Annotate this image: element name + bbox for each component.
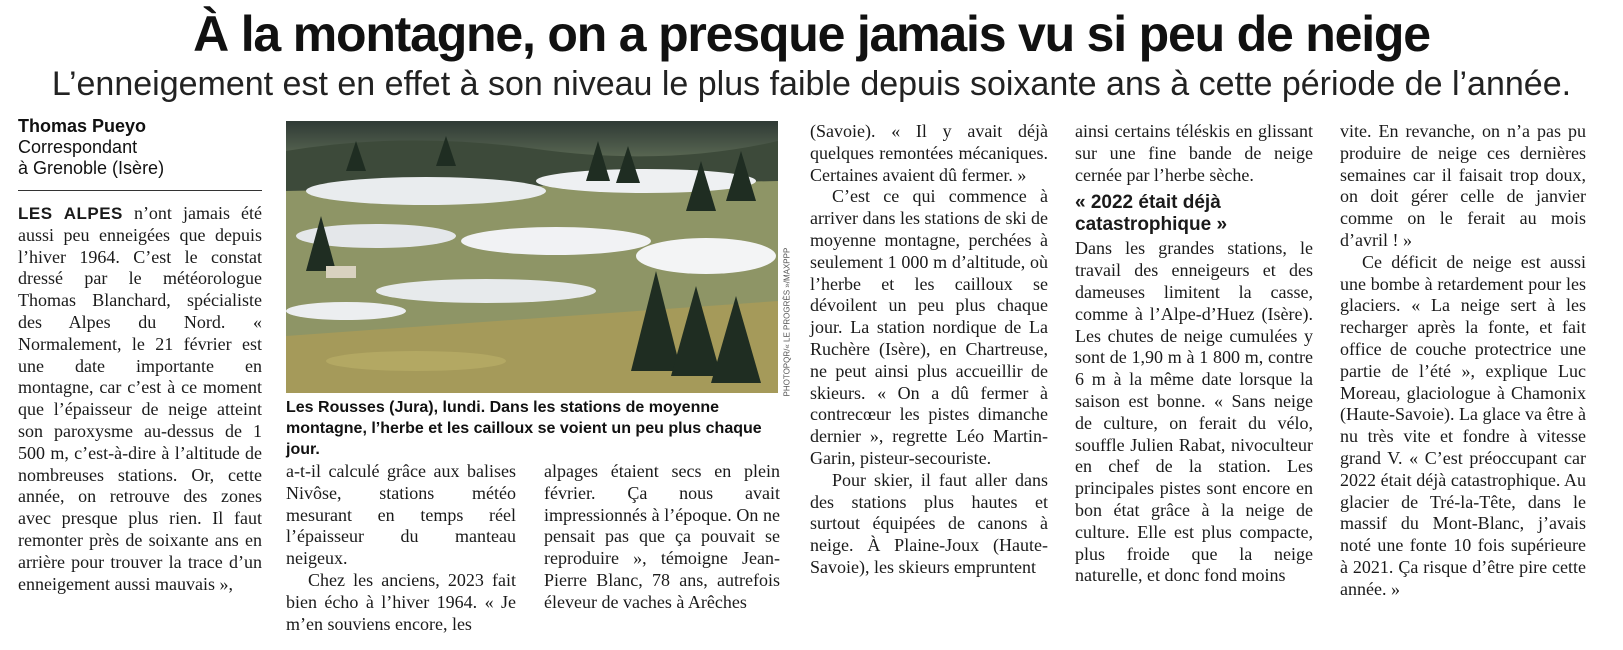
paragraph: Dans les grandes stations, le travail des enneigeurs et des dameuses limitent la casse, comme à l’Alpe-d’Huez (Isère). Les chutes de neige cumulées y sont de 1,90 m à 1 800 m, contre 6 m à la même date lorsque la saison est bonne. « Sans neige de culture, on ferait du vélo, souffle Julien Rabat, nivoculteur en chef de la station. Les principales pistes sont encore en bon état grâce à la neige de culture. Elle est plus compacte, plus froide que la neige naturelle, et donc fond moins <box>1075 238 1313 586</box>
column-3 <box>544 461 780 614</box>
column-2 <box>286 461 516 635</box>
paragraph: n’ont jamais été aussi peu enneigées que depuis l’hiver 1964. C’est le constat dressé par le météorologue Thomas Blanchard, spécialiste des Alpes du Nord. « Normalement, le 21 février est une date importante en montagne, car c’est à ce moment que l’épaisseur de neige atteint son paroxysme au-dessus de 1 500 m, c’est-à-dire à l’altitude de nombreuses stations. Or, cette année, on retrouve des zones avec presque plus rien. Il faut remonter près de soixante ans en arrière pour trouver la trace d’un enneigement aussi mauvais », <box>18 203 262 594</box>
paragraph: a-t-il calculé grâce aux balises Nivôse, stations météo mesurant en temps réel l’épaisseur du manteau neigeux. <box>286 461 516 569</box>
column-5 <box>1075 121 1313 587</box>
headline: À la montagne, on a presque jamais vu si peu de neige <box>193 6 1430 62</box>
column-4 <box>810 121 1048 579</box>
lead-in: LES ALPES <box>18 204 123 223</box>
intertitle: « 2022 était déjà catastrophique » <box>1075 192 1228 236</box>
paragraph: C’est ce qui commence à arriver dans les stations de ski de moyenne montagne, perchées à seulement 1 000 m d’altitude, où l’herbe et les cailloux se dévoilent un peu plus chaque jour. La station nordique de La Ruchère (Isère), en Chartreuse, ne peut ainsi plus accueillir de skieurs. « On a dû fermer à contrecœur les pistes dimanche dernier », regrette Léo Martin-Garin, pisteur-secouriste. <box>810 186 1048 468</box>
byline <box>18 116 262 179</box>
subheadline: L’enneigement est en effet à son niveau le plus faible depuis soixante ans à cette période de l’année. <box>51 65 1572 103</box>
column-6 <box>1340 121 1586 601</box>
paragraph: Pour skier, il faut aller dans des stations plus hautes et surtout équipées de canons à neige. À Plaine-Joux (Haute-Savoie), les skieurs empruntent <box>810 469 1048 577</box>
paragraph: alpages étaient secs en plein février. Ça nous avait impressionnés à l’époque. On ne pensait pas que ça pouvait se reproduire », témoigne Jean-Pierre Blanc, 78 ans, autrefois éleveur de vaches à Arêches <box>544 461 780 612</box>
author-role: Correspondant <box>18 137 138 157</box>
author-name: Thomas Pueyo <box>18 116 147 136</box>
article-photo <box>286 121 778 393</box>
paragraph: Ce déficit de neige est aussi une bombe à retardement pour les glaciers. « La neige sert à les recharger après la fonte, et fait office de couche protectrice une partie de l’été », explique Luc Moreau, glaciologue à Chamonix (Haute-Savoie). La glace va être à nu très vite et fondre à vitesse grand V. « C’est préoccupant car 2022 était déjà catastrophique. Au glacier de Tré-la-Tête, dans le massif du Mont-Blanc, j’avais noté une fonte 10 fois supérieure à 2021. Ça risque d’être pire cette année. » <box>1340 251 1586 599</box>
author-location: à Grenoble (Isère) <box>18 158 165 178</box>
paragraph: ainsi certains téléskis en glissant sur une fine bande de neige cernée par l’herbe sèche. <box>1075 121 1313 185</box>
byline-divider <box>18 190 262 191</box>
landscape-image <box>286 121 778 393</box>
paragraph: Chez les anciens, 2023 fait bien écho à l’hiver 1964. « Je m’en souviens encore, les <box>286 569 516 634</box>
column-1 <box>18 203 262 595</box>
photo-caption: Les Rousses (Jura), lundi. Dans les stations de moyenne montagne, l’herbe et les cailloux se voient un peu plus chaque jour. <box>286 399 762 458</box>
paragraph: (Savoie). « Il y avait déjà quelques remontées mécaniques. Certaines avaient dû fermer. » <box>810 121 1048 185</box>
paragraph: vite. En revanche, on n’a pas pu produire de neige ces dernières semaines car il faisait trop doux, on doit gérer celle de janvier comme on le ferait au mois d’avril ! » <box>1340 121 1586 250</box>
photo-credit: PHOTOPQR/« LE PROGRÈS »/MAXPPP <box>782 247 792 397</box>
